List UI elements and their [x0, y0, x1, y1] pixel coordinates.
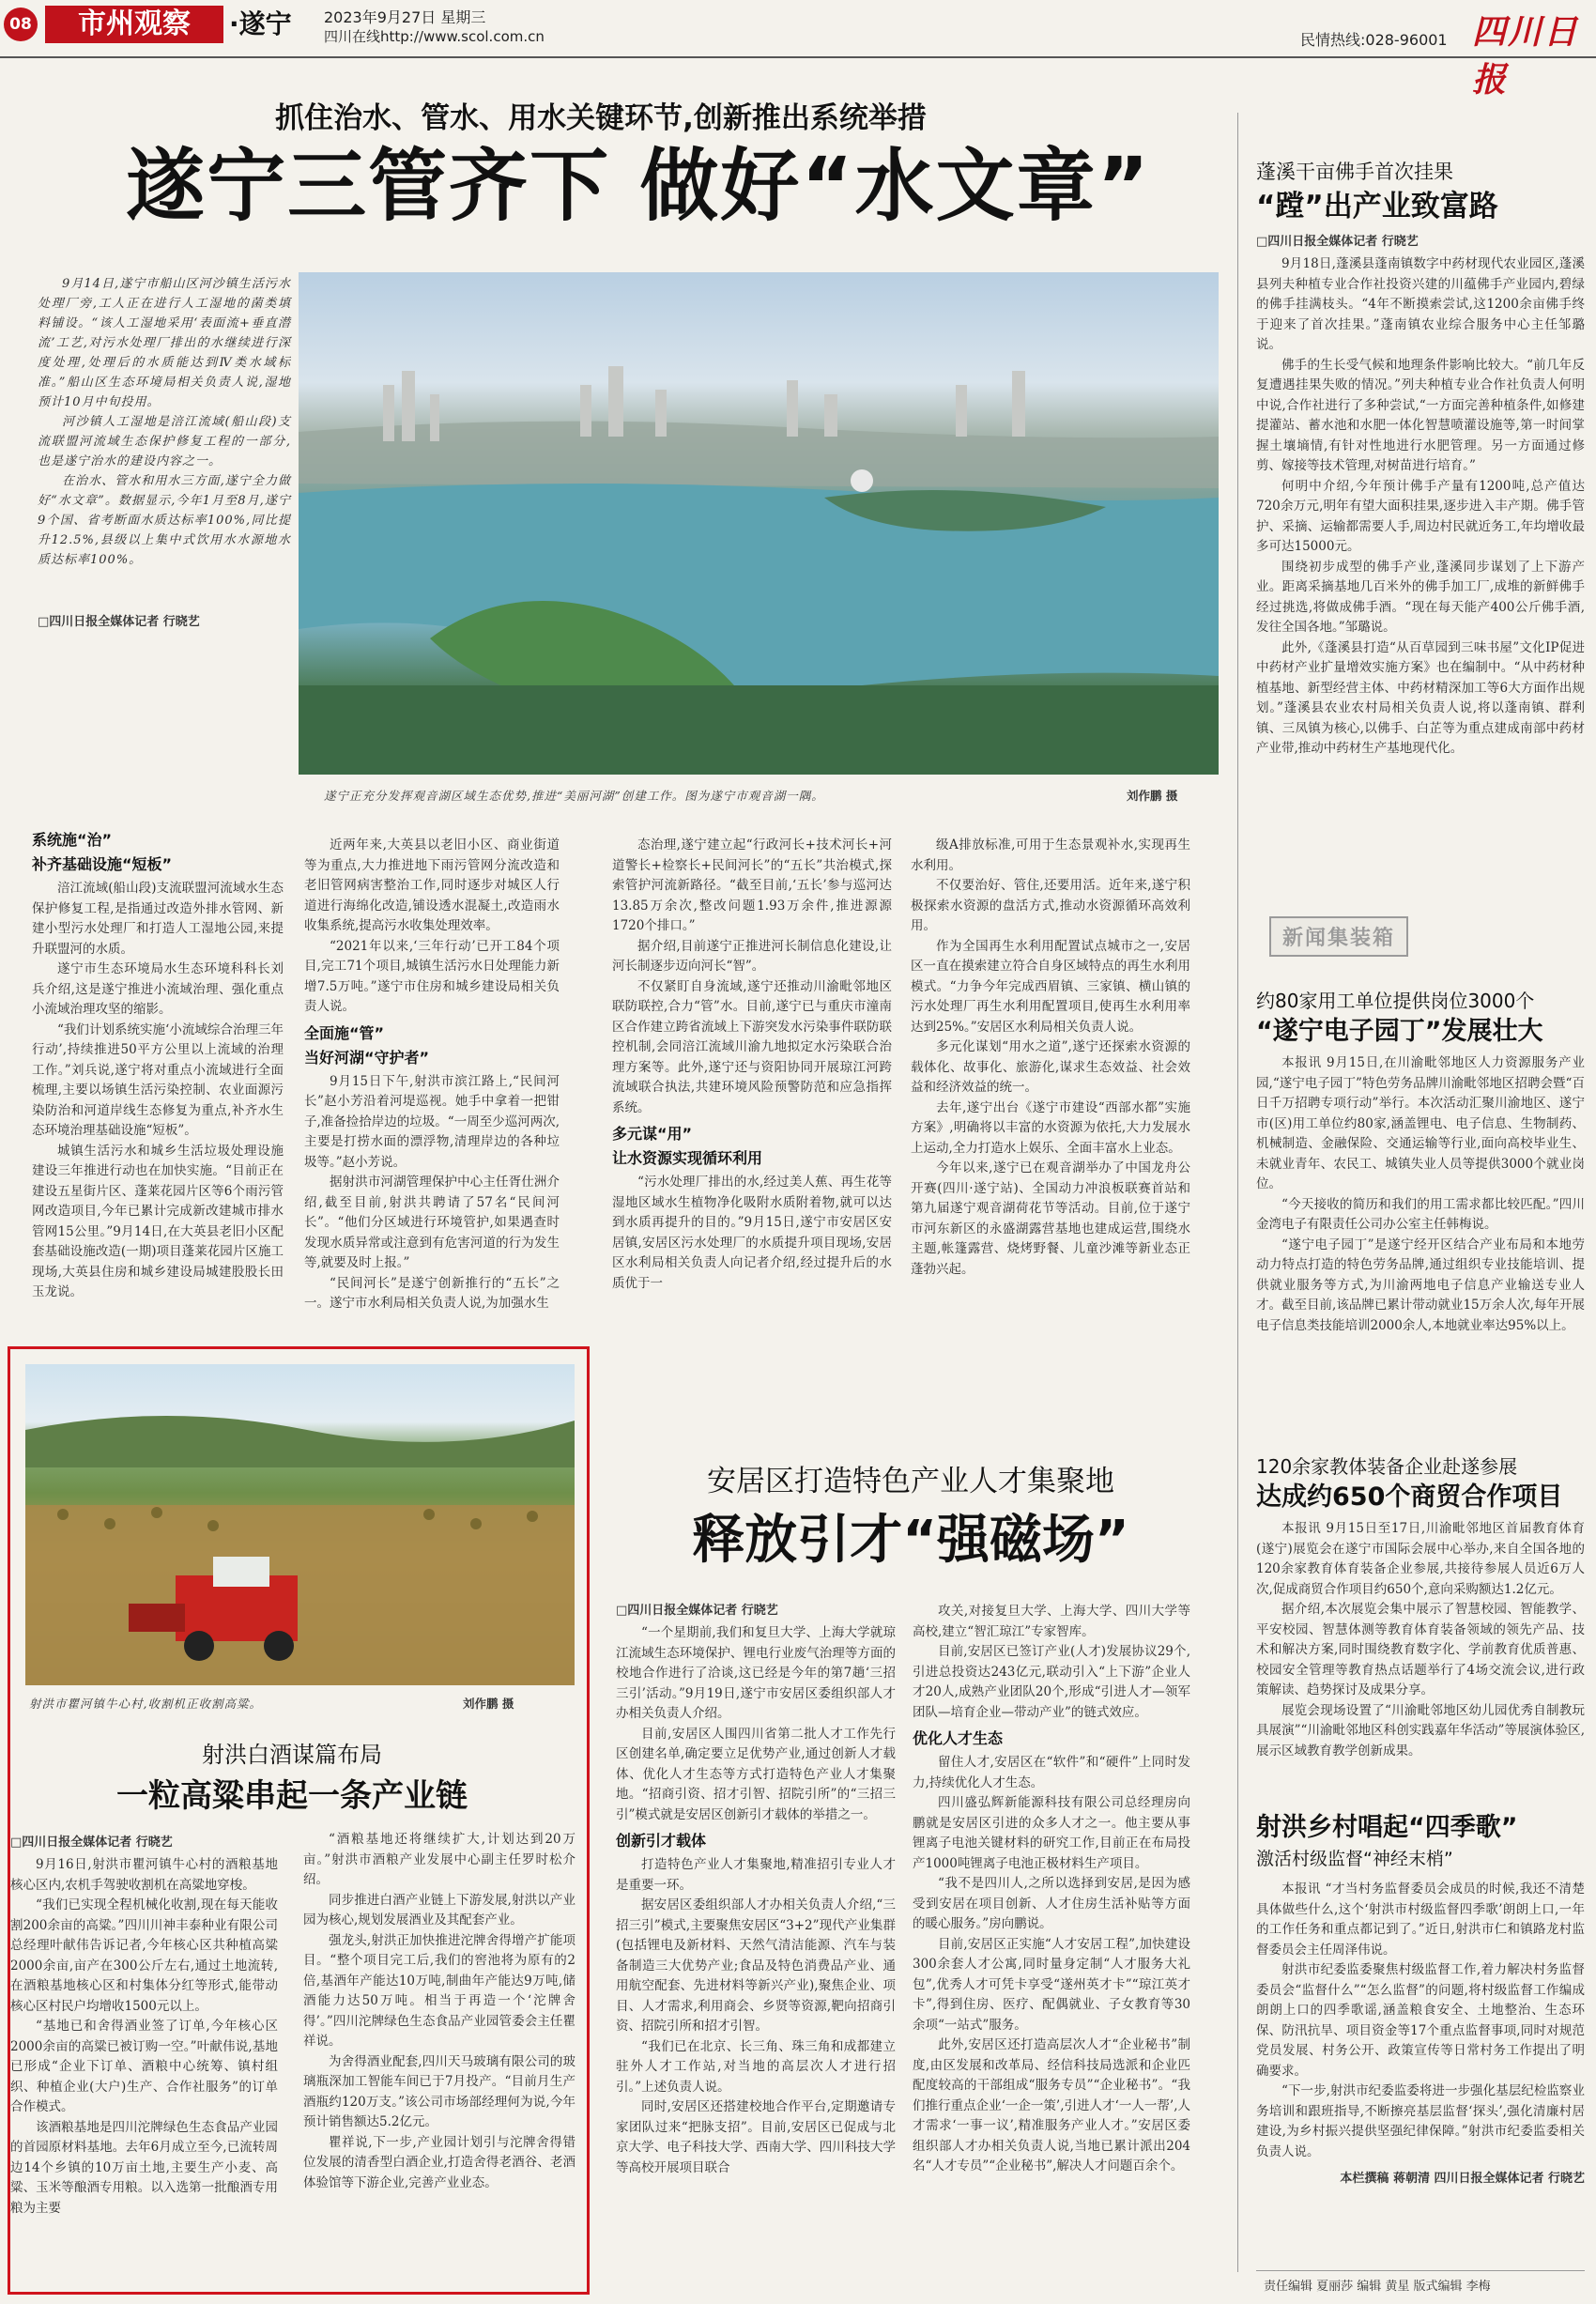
- sidebar-3-title: 达成约650个商贸合作项目: [1256, 1482, 1563, 1512]
- sidebar-article-2: 约80家用工单位提供岗位3000个 “遂宁电子园丁”发展壮大 本报讯 9月15日,在川渝毗邻地区人力资源服务产业园,“遂宁电子园丁”特色劳务品牌川渝毗邻地区招聘会暨“百日千万招聘专项行动”举行。本次活动汇聚川渝地区、遂宁市(区)用工单位约80家,涵盖锂电、电子信息、生物制药、机械制造、金融保险、交通运输等行业,面向高校毕业生、未就业青年、农民工、城镇失业人员等提供3000个就业岗位。 “今天接收的简历和我们的用工需求都比较匹配。”四川金湾电子有限责任公司办公室主任韩梅说。 “遂宁电子园丁”是遂宁经开区结合产业布局和本地劳动力特点打造的特色劳务品牌,通过组织专业技能培训、提供就业服务等方式,为川渝两地电子信息产业输送专业人才。截至目前,该品牌已累计带动就业15万余人次,每年开展电子信息类技能培训2000余人,本地就业率达95%以上。: [1256, 990, 1585, 1333]
- main-column-1: 系统施“治” 补齐基础设施“短板” 涪江流域(船山段)支流联盟河流域水生态保护修复工程,是指通过改造外排水管网、新建小型污水处理厂和打造人工湿地公园,来提升联盟河的水质。 遂宁市生态环境局水生态环境科科长刘兵介绍,这是遂宁推进小流域治理、强化重点小流域治理攻坚的缩影。 “我们计划系统实施‘小流域综合治理三年行动’,持续推进50平方公里以上流域的治理工作。”刘兵说,遂宁将对重点小流域进行全面梳理,主要以场镇生活污染控制、农业面源污染防治和河道岸线生态修复为重点,补齐水生态环境治理基础设施“短板”。 城镇生活污水和城乡生活垃圾处理设施建设三年推进行动也在加快实施。“目前正在建设五星街片区、蓬莱花园片区等6个雨污管网改造项目,今年已累计完成新改建城市排水管网15公里。”9月14日,在大英县老旧小区配套基础设施改造(一期)项目蓬莱花园片区施工现场,大英县住房和城乡建设局城建股股长田玉龙说。: [32, 831, 284, 1299]
- main-column-4: 级A排放标准,可用于生态景观补水,实现再生水利用。 不仅要治好、管住,还要用活。近年来,遂宁积极探索水资源的盘活方式,推动水资源循环高效利用。 作为全国再生水利用配置试点城市之一,安居区一直在摸索建立符合自身区域特点的再生水利用模式。“力争今年完成西眉镇、三家镇、横山镇的污水处理厂再生水利用配置项目,使再生水利用率达到25%。”安居区水利局相关负责人说。 多元化谋划“用水之道”,遂宁还探索水资源的载体化、故事化、旅游化,谋求生态效益、社会效益和经济效益的统一。 去年,遂宁出台《遂宁市建设“西部水都”实施方案》,明确将以丰富的水资源为依托,大力发展水上运动,全力打造水上娱乐、全面丰富水上业态。 今年以来,遂宁已在观音湖举办了中国龙舟公开赛(四川·遂宁站)、全国动力冲浪板联赛首站和第九届遂宁观音湖荷花节等活动。目前,位于遂宁市河东新区的永盛湖露营基地也建成运营,围绕水主题,帐篷露营、烧烤野餐、儿童沙滩等新业态正蓬勃兴起。: [911, 837, 1190, 1277]
- hotline: 民情热线:028-96001: [1300, 31, 1448, 49]
- main-lead: 9月14日,遂宁市船山区河沙镇生活污水处理厂旁,工人正在进行人工湿地的菌类填料铺设。“该人工湿地采用‘表面流+垂直潜流’工艺,对污水处理厂排出的水继续进行深度处理,处理后的水质能达到Ⅳ类水域标准。”船山区生态环境局相关负责人说,湿地预计10月中旬投用。 河沙镇人工湿地是涪江流域(船山段)支流联盟河流域生态保护修复工程的一部分,也是遂宁治水的建设内容之一。 在治水、管水和用水三方面,遂宁全力做好“水文章”。数据显示,今年1月至8月,遂宁9个国、省考断面水质达标率100%,同比提升12.5%,县级以上集中式饮用水水源地水质达标率100%。 □四川日报全媒体记者 行晓艺: [38, 277, 291, 629]
- header-rule: [0, 56, 1596, 58]
- subheading-3b: 让水资源实现循环利用: [612, 1149, 763, 1167]
- sidebar-divider: [1237, 113, 1238, 2272]
- section-name: 市州观察: [45, 6, 223, 43]
- main-column-2: 近两年来,大英县以老旧小区、商业街道等为重点,大力推进地下雨污管网分流改造和老旧管网病害整治工作,同时逐步对城区人行道进行海绵化改造,铺设透水混凝土,改造雨水收集系统,提高污水收集处理效率。 “2021年以来,‘三年行动’已开工84个项目,完工71个项目,城镇生活污水日处理能力新增7.5万吨。”遂宁市住房和城乡建设局相关负责人说。 全面施“管” 当好河湖“守护者” 9月15日下午,射洪市滨江路上,“民间河长”赵小芳沿着河堤巡视。她手中拿着一把钳子,准备捡拾岸边的垃圾。“一周至少巡河两次,主要是打捞水面的漂浮物,清理岸边的各种垃圾等。”赵小芳说。 据射洪市河湖管理保护中心主任胥仕洲介绍,截至目前,射洪共聘请了57名“民间河长”。“他们分区域进行环境管护,如果遇查时发现水质异常或注意到有危害河道的行为发生等,就要及时上报。” “民间河长”是遂宁创新推行的“五长”之一。遂宁市水利局相关负责人说,为加强水生: [304, 837, 560, 1311]
- main-title: 遂宁三管齐下 做好“水文章”: [126, 140, 1151, 232]
- subheading-1a: 系统施“治”: [32, 831, 113, 849]
- sidebar-4-credits: 本栏撰稿 蒋朝清 四川日报全媒体记者 行晓艺: [1340, 2172, 1585, 2186]
- talent-column-1: □四川日报全媒体记者 行晓艺 “一个星期前,我们和复旦大学、上海大学就琼江流域生态环境保护、锂电行业废气治理等方面的校地合作进行了洽谈,这已经是今年的第7趟‘三招三引’活动。”9月19日,遂宁市安居区委组织部人才办相关负责人介绍。 目前,安居区人围四川省第二批人才工作先行区创建名单,确定要立足优势产业,通过创新人才载体、优化人才生态等方式打造特色产业人才集聚地。“招商引资、招才引智、招院引所”的“三招三引”模式就是安居区创新引才载体的举措之一。 创新引才载体 打造特色产业人才集聚地,精准招引专业人才是重要一环。 据安居区委组织部人才办相关负责人介绍,“三招三引”模式,主要聚焦安居区“3+2”现代产业集群(包括锂电及新材料、天然气清洁能源、汽车与装备制造三大优势产业;食品及特色消费品产业、通用航空配套、先进材料等新兴产业),聚焦企业、项目、人才需求,利用商会、乡贤等资源,靶向招商引资、招院引所和招才引智。 “我们已在北京、长三角、珠三角和成都建立驻外人才工作站,对当地的高层次人才进行招引。”上述负责人说。 同时,安居区还搭建校地合作平台,定期邀请专家团队过来“把脉支招”。目前,安居区已促成与北京大学、电子科技大学、西南大学、四川科技大学等高校开展项目联合: [616, 1596, 896, 2178]
- sidebar-article-3: 120余家教体装备企业赴遂参展 达成约650个商贸合作项目 本报讯 9月15日至17日,川渝毗邻地区首届教育体育(遂宁)展览会在遂宁市国际会展中心举办,来自全国各地的120余家教育体育装备企业参展,共接待参展人员近6万人次,促成商贸合作项目约650个,意向采购额达1.2亿元。 据介绍,本次展览会集中展示了智慧校园、智能教学、平安校园、智慧体测等教育体育装备领域的领先产品、技术和解决方案,同时围绕教育数字化、学前教育优质普惠、校园安全管理等教育热点话题举行了4场交流会议,进行政策解读、趋势探讨及成果分享。 展览会现场设置了“川渝毗邻地区幼儿园优秀自制教玩具展演”“川渝毗邻地区科创实践嘉年华活动”等展演体验区,展示区域教育教学创新成果。: [1256, 1455, 1585, 1759]
- liquor-column-2: “酒粮基地还将继续扩大,计划达到20万亩。”射洪市酒粮产业发展中心副主任罗时松介绍。 同步推进白酒产业链上下游发展,射洪以产业园为核心,规划发展酒业及其配套产业。 强龙头,射洪正加快推进沱牌舍得增产扩能项目。“整个项目完工后,我们的窖池将为原有的2倍,基酒年产能达10万吨,制曲年产能达9万吨,储酒能力达50万吨。相当于再造一个‘沱牌舍得’。”四川沱牌绿色生态食品产业园管委会主任瞿祥说。 为舍得酒业配套,四川天马玻璃有限公司的玻璃瓶深加工智能车间已于7月投产。“目前月生产酒瓶约120万支。”该公司市场部经理何为说,今年预计销售额达5.2亿元。 瞿祥说,下一步,产业园计划引与沱牌舍得错位发展的清香型白酒企业,打造舍得老酒谷、老酒体验馆等下游企业,完善产业业态。: [303, 1832, 575, 2190]
- talent-subheading-2: 优化人才生态: [913, 1729, 1004, 1747]
- talent-byline: □四川日报全媒体记者 行晓艺: [616, 1604, 778, 1618]
- sidebar-2-kicker: 约80家用工单位提供岗位3000个: [1256, 990, 1535, 1012]
- liquor-title: 一粒高粱串起一条产业链: [116, 1777, 468, 1815]
- sorghum-photo-caption: 射洪市瞿河镇牛心村,收割机正收割高粱。: [29, 1697, 262, 1711]
- sidebar-4-kicker: 激活村级监督“神经末梢”: [1256, 1849, 1453, 1869]
- masthead: [0, 0, 1596, 100]
- subheading-2b: 当好河湖“守护者”: [304, 1048, 430, 1067]
- main-byline: □四川日报全媒体记者 行晓艺: [38, 615, 200, 629]
- sidebar-4-title: 射洪乡村唱起“四季歌”: [1256, 1813, 1518, 1842]
- lake-photo-drawing: [299, 272, 1219, 775]
- page-number-badge: 08: [4, 8, 38, 41]
- sidebar-article-1: 蓬溪干亩佛手首次挂果 “蹚”出产业致富路 □四川日报全媒体记者 行晓艺 9月18日,蓬溪县蓬南镇数字中药材现代农业园区,蓬溪县列夫种植专业合作社投资兴建的川蕴佛手产业园内,碧绿的佛手挂满枝头。“4年不断摸索尝试,这1200余亩佛手终于迎来了首次挂果。”蓬南镇农业综合服务中心主任邹璐说。 佛手的生长受气候和地理条件影响比较大。“前几年反复遭遇挂果失败的情况。”列夫种植专业合作社负责人何明中说,合作社进行了多种尝试,“一方面完善种植条件,如修建提灌站、蓄水池和水肥一体化智慧喷灌设施等,第一时间掌握土壤墒情,有针对性地进行水肥管理。另一方面通过修剪、嫁接等技术管理,对树苗进行培育。” 何明中介绍,今年预计佛手产量有1200吨,总产值达720余万元,明年有望大面积挂果,逐步进入丰产期。佛手管护、采摘、运输都需要人手,周边村民就近务工,年均增收最多可达15000元。 围绕初步成型的佛手产业,蓬溪同步谋划了上下游产业。距离采摘基地几百米外的佛手加工厂,成堆的新鲜佛手经过挑选,将做成佛手酒。“现在每天能产400公斤佛手酒,发往全国各地。”邹璐说。 此外,《蓬溪县打造“从百草园到三味书屋”文化IP促进中药材产业扩量增效实施方案》也在编制中。“从中药材种植基地、新型经营主体、中药材精深加工等6大方面作出规划。”蓬溪县农业农村局相关负责人说,将以蓬南镇、群利镇、三凤镇为核心,以佛手、白芷等为重点建成南部中药材产业带,推动中药材生产基地现代化。: [1256, 158, 1585, 760]
- sidebar-article-4: 射洪乡村唱起“四季歌” 激活村级监督“神经末梢” 本报讯 “才当村务监督委员会成员的时候,我还不清楚具体做些什么,这个‘射洪市村级监督四季歌’朗朗上口,一年的工作任务和重点都记到了。”近日,射洪市仁和镇路龙村监督委员会主任周泽伟说。 射洪市纪委监委聚焦村级监督工作,着力解决村务监督委员会“监督什么”“怎么监督”的问题,将村级监督工作编成朗朗上口的四季歌谣,涵盖粮食安全、土地整治、生态环保、防汛抗旱、项目资金等17个重点监督事项,同时对规范党员发展、村务公开、政策宣传等日常村务工作提出了明确要求。 “下一步,射洪市纪委监委将进一步强化基层纪检监察业务培训和跟班指导,不断擦亮基层监督‘探头’,强化清廉村居建设,为乡村振兴提供坚强纪律保障。”射洪市纪委监委相关负责人说。 本栏撰稿 蒋朝清 四川日报全媒体记者 行晓艺: [1256, 1810, 1585, 2191]
- issue-date: 2023年9月27日 星期三: [324, 8, 486, 26]
- subheading-2a: 全面施“管”: [304, 1023, 385, 1042]
- liquor-article-box: [8, 1346, 590, 2295]
- subheading-1b: 补齐基础设施“短板”: [32, 855, 173, 873]
- liquor-byline: □四川日报全媒体记者 行晓艺: [10, 1836, 173, 1850]
- sorghum-photo-credit: 刘作鹏 摄: [463, 1697, 514, 1711]
- sidebar-1-title: “蹚”出产业致富路: [1256, 190, 1498, 223]
- newspaper-logo: 四川日报: [1472, 12, 1580, 100]
- talent-title: 释放引才“强磁场”: [692, 1510, 1129, 1571]
- region-name: ·遂宁: [229, 8, 292, 39]
- lake-photo-credit: 刘作鹏 摄: [1127, 789, 1178, 803]
- sorghum-photo-drawing: [25, 1364, 575, 1685]
- subheading-3a: 多元谋“用”: [612, 1125, 693, 1143]
- sidebar-3-kicker: 120余家教体装备企业赴遂参展: [1256, 1455, 1518, 1478]
- news-box-label: 新闻集装箱: [1269, 916, 1408, 957]
- talent-column-2: 攻关,对接复旦大学、上海大学、四川大学等高校,建立“智汇琼江”专家智库。 目前,安居区已签订产业(人才)发展协议29个,引进总投资达243亿元,联动引入“上下游”企业人才20人,成熟产业团队20个,形成“引进人才—领军团队—培育企业—带动产业”的链式效应。 优化人才生态 留住人才,安居区在“软件”和“硬件”上同时发力,持续优化人才生态。 四川盛弘辉新能源科技有限公司总经理房向鹏就是安居区引进的众多人才之一。他主要从事锂离子电池关键材料的研究工作,目前正在布局投产1000吨锂离子电池正极材料生产项目。 “我不是四川人,之所以选择到安居,是因为感受到安居在项目创新、人才住房生活补贴等方面的暖心服务。”房向鹏说。 目前,安居区正实施“人才安居工程”,加快建设300余套人才公寓,同时量身定制“人才服务大礼包”,优秀人才可凭卡享受“遂州英才卡”“琼江英才卡”,得到住房、医疗、配偶就业、子女教育等30余项“一站式”服务。 此外,安居区还打造高层次人才“企业秘书”制度,由区发展和改革局、经信科技局选派和企业匹配度较高的干部组成“服务专员”“企业秘书”。“我们推行重点企业‘一企一策’,引进人才‘一人一帮’,人才需求‘一事一议’,精准服务产业人才。”安居区委组织部人才办相关负责人说,当地已累计派出204名“人才专员”“企业秘书”,解决人才问题百余个。: [913, 1604, 1190, 2173]
- sorghum-photo: [25, 1364, 575, 1685]
- editor-credits: 责任编辑 夏丽莎 编辑 黄星 版式编辑 李梅: [1264, 2280, 1491, 2294]
- sidebar-1-kicker: 蓬溪干亩佛手首次挂果: [1256, 161, 1453, 183]
- main-kicker: 抓住治水、管水、用水关键环节,创新推出系统举措: [275, 101, 927, 135]
- footer-rule: [1256, 2270, 1585, 2271]
- lake-photo-caption: 遂宁正充分发挥观音湖区域生态优势,推进“美丽河湖”创建工作。图为遂宁市观音湖一隅。: [324, 789, 824, 803]
- talent-kicker: 安居区打造特色产业人才集聚地: [707, 1465, 1114, 1498]
- liquor-column-1: □四川日报全媒体记者 行晓艺 9月16日,射洪市瞿河镇牛心村的酒粮基地核心区内,农机手驾驶收割机在高粱地穿梭。 “我们已实现全程机械化收割,现在每天能收割200余亩的高粱。”四川川神丰泰种业有限公司总经理叶献伟告诉记者,今年核心区共种植高粱2000余亩,亩产在300公斤左右,通过土地流转,在酒粮基地核心区和村集体分红等形式,能带动核心区村民户均增收1500元以上。 “基地已和舍得酒业签了订单,今年核心区2000余亩的高粱已被订购一空。”叶献伟说,基地已形成“企业下订单、酒粮中心统筹、镇村组织、种植企业(大户)生产、合作社服务”的订单合作模式。 该酒粮基地是四川沱牌绿色生态食品产业园的首园原材料基地。去年6月成立至今,已流转周边14个乡镇的10万亩土地,主要生产小麦、高粱、玉米等酿酒专用粮。以入选第一批酿酒专用粮为主要: [10, 1828, 278, 2219]
- sidebar-1-byline: □四川日报全媒体记者 行晓艺: [1256, 235, 1419, 249]
- website: 四川在线http://www.scol.com.cn: [324, 28, 545, 45]
- lake-photo: [299, 272, 1219, 775]
- main-column-3: 态治理,遂宁建立起“行政河长+技术河长+河道警长+检察长+民间河长”的“五长”共治模式,探索管护河流新路径。“截至目前,‘五长’参与巡河达13.85万余次,整改问题1.93万余件,推进源源1720个排口。” 据介绍,目前遂宁正推进河长制信息化建设,让河长制逐步迈向河长“智”。 不仅紧盯自身流域,遂宁还推动川渝毗邻地区联防联控,合力“管”水。目前,遂宁已与重庆市潼南区合作建立跨省流域上下游突发水污染事件联防联控机制,会同涪江流域川渝九地拟定水污染联合治理方案等。此外,遂宁还与资阳协同开展琼江河跨流域联合执法,共建环境风险预警防范和应急指挥系统。 多元谋“用” 让水资源实现循环利用 “污水处理厂排出的水,经过美人蕉、再生花等湿地区域水生植物净化吸附水质附着物,就可以达到水质再提升的目的。”9月15日,遂宁市安居区安居镇,安居区污水处理厂的水质提升项目现场,安居区水利局相关负责人向记者介绍,经过提升后的水质优于一: [612, 837, 892, 1291]
- talent-subheading-1: 创新引才载体: [616, 1832, 707, 1850]
- liquor-kicker: 射洪白酒谋篇布局: [202, 1742, 382, 1768]
- sidebar-2-title: “遂宁电子园丁”发展壮大: [1256, 1017, 1543, 1046]
